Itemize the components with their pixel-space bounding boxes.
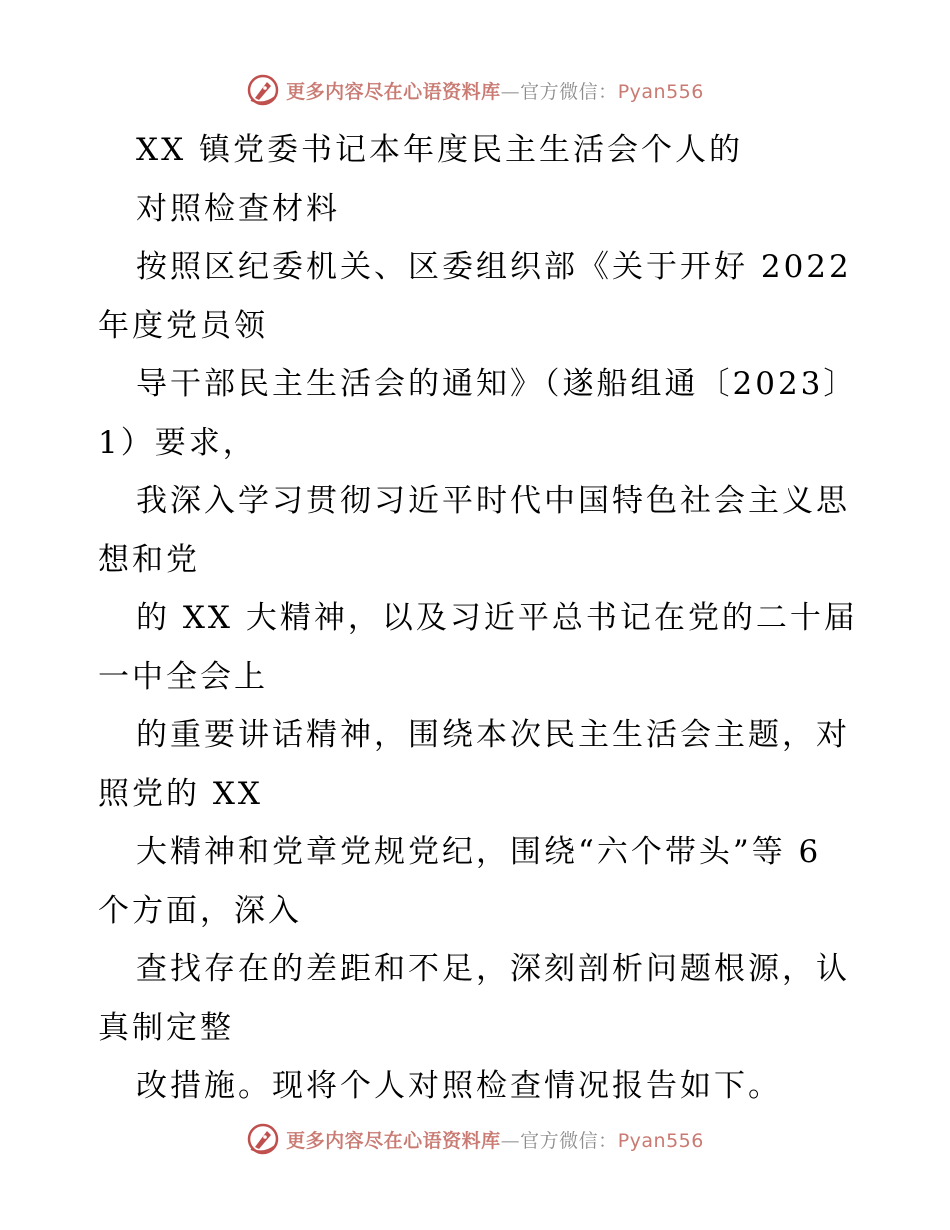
watermark-wechat-id: Pyan556 — [617, 80, 704, 103]
document-title-line-1: XX 镇党委书记本年度民主生活会个人的 — [136, 132, 743, 168]
paragraph-line: 的重要讲话精神，围绕本次民主生活会主题，对 — [136, 717, 850, 753]
pen-nib-logo-icon — [246, 73, 280, 107]
watermark-main-text: 更多内容尽在心语资料库 — [286, 1129, 501, 1152]
paragraph-line: 导干部民主生活会的通知》（遂船组通〔2023〕 — [136, 366, 858, 402]
paragraph-line: 我深入学习贯彻习近平时代中国特色社会主义思 — [136, 483, 850, 519]
document-body — [98, 121, 858, 1116]
watermark-text — [286, 1126, 704, 1153]
paragraph-line: 改措施。现将个人对照检查情况报告如下。 — [136, 1068, 782, 1104]
pen-nib-logo-icon — [246, 1122, 280, 1156]
footer-watermark-banner — [0, 1119, 950, 1159]
watermark-dash: — — [500, 1129, 521, 1152]
paragraph-line: 想和党 — [98, 541, 200, 578]
paragraph-line: 个方面，深入 — [98, 892, 302, 929]
paragraph-line: 真制定整 — [98, 1009, 234, 1046]
watermark-official-label: 官方微信： — [520, 80, 618, 103]
watermark-wechat-id: Pyan556 — [617, 1129, 704, 1152]
paragraph-line: 1）要求， — [98, 424, 257, 461]
watermark-official-label: 官方微信： — [520, 1129, 618, 1152]
paragraph-line: 年度党员领 — [98, 307, 268, 344]
header-watermark-banner — [0, 70, 950, 110]
watermark-text — [286, 77, 704, 104]
paragraph-line: 按照区纪委机关、区委组织部《关于开好 2022 — [136, 249, 852, 285]
watermark-dash: — — [500, 80, 521, 103]
paragraph-line: 的 XX 大精神，以及习近平总书记在党的二十届 — [136, 600, 858, 636]
paragraph-line: 查找存在的差距和不足，深刻剖析问题根源，认 — [136, 951, 850, 987]
paragraph-line: 一中全会上 — [98, 658, 268, 695]
paragraph-line: 照党的 XX — [98, 775, 263, 812]
paragraph-line: 大精神和党章党规党纪，围绕“六个带头”等 6 — [136, 834, 822, 870]
document-title-line-2: 对照检查材料 — [136, 190, 340, 227]
watermark-main-text: 更多内容尽在心语资料库 — [286, 80, 501, 103]
